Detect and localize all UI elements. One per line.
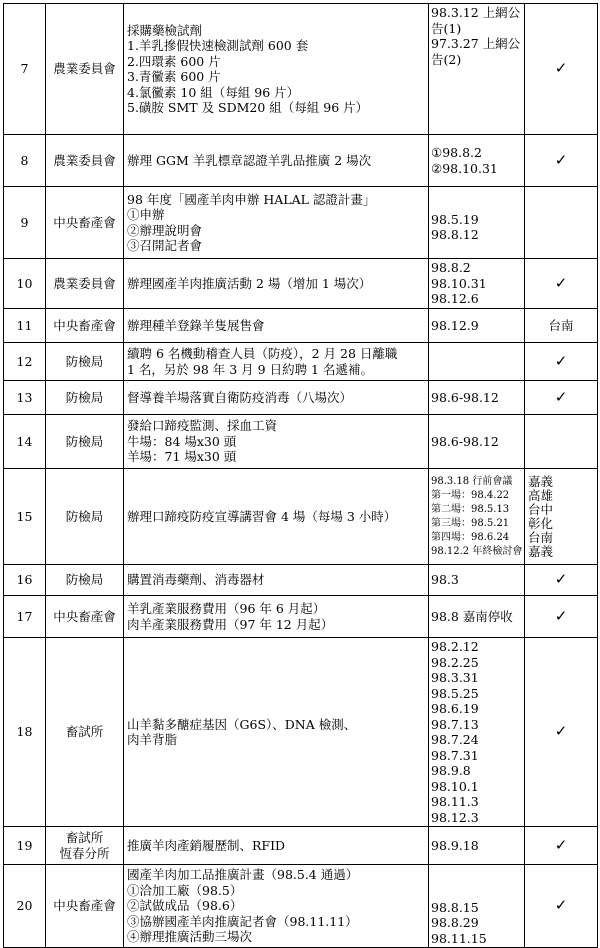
item-cell: 辦理國產羊肉推廣活動 2 場（增加 1 場次） (124, 259, 429, 309)
row-number: 19 (4, 827, 46, 865)
item-cell: 國產羊肉加工品推廣計畫（98.5.4 通過） ①洽加工廠（98.5） ②試做成品（98.6） ③協辦國產羊肉推廣記者會（98.11.11） ④辦理推廣活動三場次 (124, 865, 429, 948)
table-row (4, 865, 598, 948)
row-number: 20 (4, 865, 46, 948)
row-number: 16 (4, 565, 46, 596)
item-cell: 購置消毒藥劑、消毒器材 (124, 565, 429, 596)
agency-cell: 農業委員會 (46, 4, 124, 135)
item-cell: 發給口蹄疫監測、採血工資 牛場：84 場x30 頭 羊場：71 場x30 頭 (124, 415, 429, 469)
agency-cell: 中央畜產會 (46, 596, 124, 638)
agency-cell: 農業委員會 (46, 259, 124, 309)
agency-cell: 防檢局 (46, 381, 124, 415)
date-cell: 98.8.15 98.8.29 98.11.15 (429, 865, 525, 948)
item-cell: 山羊黏多醣症基因（G6S）、DNA 檢測、 肉羊背脂 (124, 638, 429, 827)
check-mark: ✓ (525, 638, 598, 827)
date-cell: 98.12.9 (429, 309, 525, 343)
check-mark: ✓ (525, 865, 598, 948)
table-row (4, 415, 598, 469)
date-cell: 98.2.12 98.2.25 98.3.31 98.5.25 98.6.19 98.7.13 98.7.24 98.7.31 98.9.8 98.10.1 98.11.3 98.12.3 (429, 638, 525, 827)
agency-cell: 畜試所 (46, 638, 124, 827)
table-row (4, 343, 598, 381)
table-row (4, 827, 598, 865)
table-row (4, 596, 598, 638)
table-row (4, 135, 598, 187)
table-row (4, 469, 598, 565)
agency-cell: 中央畜產會 (46, 309, 124, 343)
item-cell: 辦理種羊登錄羊隻展售會 (124, 309, 429, 343)
row-number: 13 (4, 381, 46, 415)
item-cell: 督導養羊場落實自衛防疫消毒（八場次） (124, 381, 429, 415)
item-cell: 續聘 6 名機動稽查人員（防疫），2 月 28 日離職 1 名，另於 98 年 3 月 9 日約聘 1 名遞補。 (124, 343, 429, 381)
note-cell: 嘉義 高雄 台中 彰化 台南 嘉義 (525, 469, 598, 565)
check-mark: ✓ (525, 596, 598, 638)
row-number: 18 (4, 638, 46, 827)
check-mark: ✓ (525, 565, 598, 596)
row-number: 17 (4, 596, 46, 638)
table-row (4, 309, 598, 343)
progress-table (3, 3, 598, 948)
check-mark: ✓ (525, 381, 598, 415)
date-cell: 98.6-98.12 (429, 415, 525, 469)
date-cell (429, 343, 525, 381)
note-cell: 台南 (525, 309, 598, 343)
note-cell (525, 187, 598, 259)
table-row (4, 638, 598, 827)
table-body (4, 4, 598, 948)
agency-cell: 防檢局 (46, 565, 124, 596)
row-number: 8 (4, 135, 46, 187)
item-cell: 推廣羊肉產銷履歷制、RFID (124, 827, 429, 865)
note-cell (525, 415, 598, 469)
date-cell: 98.3 (429, 565, 525, 596)
row-number: 14 (4, 415, 46, 469)
table-row (4, 565, 598, 596)
table-row (4, 187, 598, 259)
row-number: 15 (4, 469, 46, 565)
agency-cell: 防檢局 (46, 343, 124, 381)
agency-cell: 農業委員會 (46, 135, 124, 187)
agency-cell: 中央畜產會 (46, 865, 124, 948)
row-number: 9 (4, 187, 46, 259)
check-mark: ✓ (525, 259, 598, 309)
date-cell: 98.3.12 上網公 告(1) 97.3.27 上網公 告(2) (429, 4, 525, 135)
date-cell: 98.5.19 98.8.12 (429, 187, 525, 259)
item-cell: 採購藥檢試劑 1.羊乳摻假快速檢測試劑 600 套 2.四環素 600 片 3.青黴素 600 片 4.氯黴素 10 組（每組 96 片） 5.磺胺 SMT 及 SDM20 組（每組 96 片） (124, 4, 429, 135)
date-cell: 98.8 嘉南停收 (429, 596, 525, 638)
item-cell: 辦理口蹄疫防疫宣導講習會 4 場（每場 3 小時） (124, 469, 429, 565)
date-cell: ①98.8.2 ②98.10.31 (429, 135, 525, 187)
check-mark: ✓ (525, 135, 598, 187)
check-mark: ✓ (525, 343, 598, 381)
item-cell: 羊乳產業服務費用（96 年 6 月起） 肉羊產業服務費用（97 年 12 月起） (124, 596, 429, 638)
item-cell: 98 年度「國產羊肉申辦 HALAL 認證計畫」 ①申辦 ②辦理說明會 ③召開記者會 (124, 187, 429, 259)
row-number: 11 (4, 309, 46, 343)
table-row (4, 381, 598, 415)
row-number: 7 (4, 4, 46, 135)
row-number: 10 (4, 259, 46, 309)
agency-cell: 防檢局 (46, 469, 124, 565)
agency-cell: 畜試所 恆春分所 (46, 827, 124, 865)
agency-cell: 中央畜產會 (46, 187, 124, 259)
check-mark: ✓ (525, 4, 598, 135)
date-cell: 98.9.18 (429, 827, 525, 865)
table-row (4, 259, 598, 309)
item-cell: 辦理 GGM 羊乳標章認證羊乳品推廣 2 場次 (124, 135, 429, 187)
table-row (4, 4, 598, 135)
date-cell: 98.6-98.12 (429, 381, 525, 415)
row-number: 12 (4, 343, 46, 381)
agency-cell: 防檢局 (46, 415, 124, 469)
check-mark: ✓ (525, 827, 598, 865)
date-cell: 98.8.2 98.10.31 98.12.6 (429, 259, 525, 309)
date-cell: 98.3.18 行前會議 第一場：98.4.22 第二場：98.5.13 第三場：98.5.21 第四場：98.6.24 98.12.2 年終檢討會 (429, 469, 525, 565)
